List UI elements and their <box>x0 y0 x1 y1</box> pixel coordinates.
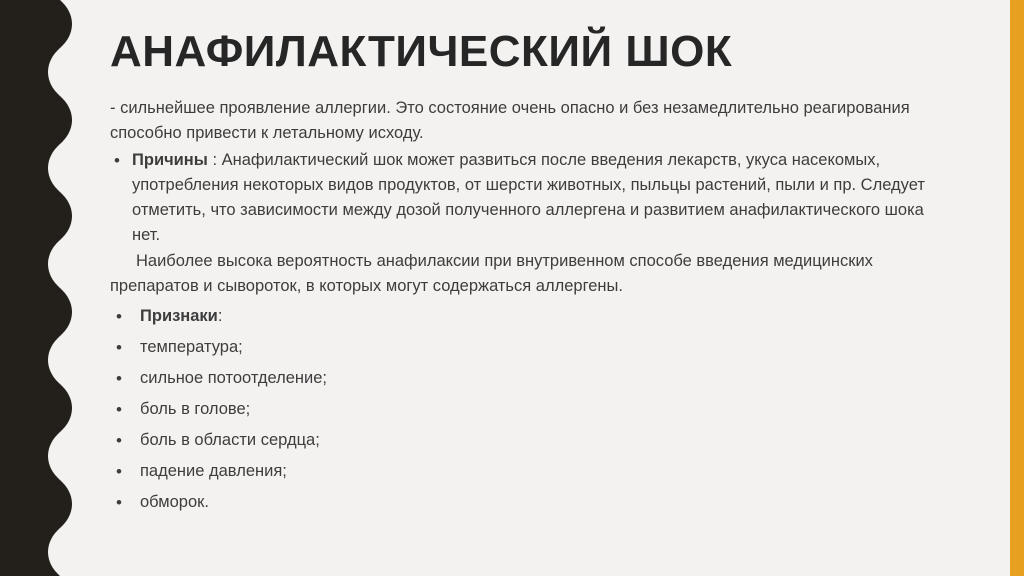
intro-paragraph: - сильнейшее проявление аллергии. Это состояние очень опасно и без незамедлительно реагирования способно привести к летальному исходу. <box>110 99 910 142</box>
signs-label: Признаки <box>140 307 218 325</box>
causes-paragraph <box>110 148 950 248</box>
bullet-icon: • <box>116 431 122 450</box>
list-item-label: сильное потоотделение; <box>140 369 328 387</box>
causes-text: Анафилактический шок может развиться после введения лекарств, укуса насекомых, употребления некоторых видов продуктов, от шерсти животных, пыльцы растений, пыли и пр. Следует отметить, что зависимости между дозой полученного аллергена и развитием анафилактического шока нет. <box>132 151 925 244</box>
bullet-icon: • <box>116 462 122 481</box>
page-title: АНАФИЛАКТИЧЕСКИЙ ШОК <box>110 27 733 76</box>
note-paragraph: Наиболее высока вероятность анафилаксии при внутривенном способе введения медицинских препаратов и сывороток, в которых могут содержаться аллергены. <box>110 252 873 295</box>
list-item <box>110 335 950 360</box>
signs-label-item <box>110 304 950 329</box>
signs-list <box>110 304 950 515</box>
bullet-icon: • <box>116 338 122 357</box>
list-item-label: обморок. <box>140 493 209 511</box>
bullet-icon: • <box>116 369 122 388</box>
list-item <box>110 428 950 453</box>
signs-colon: : <box>217 307 223 325</box>
bullet-icon: • <box>116 493 122 512</box>
slide-content <box>110 0 970 576</box>
list-item <box>110 459 950 484</box>
list-item <box>110 490 950 515</box>
bullet-icon: • <box>116 307 122 326</box>
list-item-label: температура; <box>140 338 243 356</box>
list-item <box>110 366 950 391</box>
causes-label: Причины <box>132 151 208 169</box>
list-item-label: падение давления; <box>140 462 287 480</box>
bullet-icon: • <box>114 151 120 170</box>
list-item-label: боль в области сердца; <box>140 431 320 449</box>
bullet-icon: • <box>116 400 122 419</box>
slide-body <box>110 96 950 515</box>
list-item <box>110 397 950 422</box>
list-item-label: боль в голове; <box>140 400 251 418</box>
decorative-wave-band <box>0 0 78 576</box>
causes-separator: : <box>207 151 222 169</box>
accent-bar-right <box>1010 0 1024 576</box>
